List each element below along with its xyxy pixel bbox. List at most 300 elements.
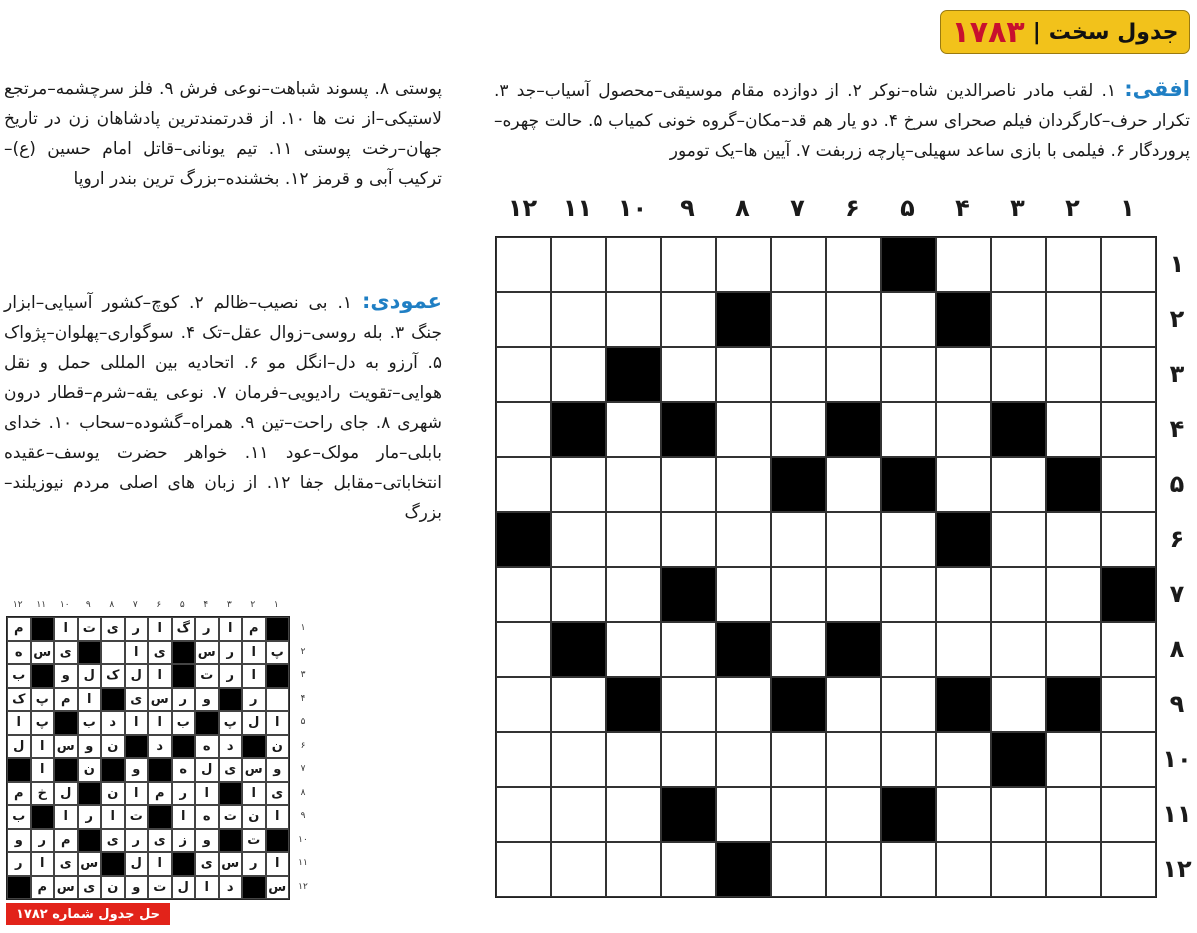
- black-cell: [771, 457, 826, 512]
- grid-cell[interactable]: [496, 732, 551, 787]
- solution-cell: ی: [148, 829, 172, 853]
- solution-row-number: ۱: [300, 623, 306, 633]
- grid-cell[interactable]: [991, 512, 1046, 567]
- grid-cell[interactable]: [881, 512, 936, 567]
- solution-cell: ی: [78, 876, 102, 900]
- grid-cell[interactable]: [551, 567, 606, 622]
- grid-cell[interactable]: [826, 237, 881, 292]
- solution-label: حل جدول شماره ۱۷۸۲: [6, 903, 170, 925]
- grid-cell[interactable]: [606, 237, 661, 292]
- black-cell: [661, 402, 716, 457]
- solution-cell: ل: [54, 782, 78, 806]
- solution-cell: ا: [101, 805, 125, 829]
- solution-cell: ا: [148, 664, 172, 688]
- solution-cell: د: [101, 711, 125, 735]
- grid-cell[interactable]: [936, 237, 991, 292]
- solution-cell: ر: [195, 617, 219, 641]
- solution-cell: ا: [195, 782, 219, 806]
- grid-cell[interactable]: [771, 292, 826, 347]
- column-number: ۱۲: [507, 194, 538, 222]
- solution-cell: س: [31, 641, 55, 665]
- grid-cell[interactable]: [771, 347, 826, 402]
- column-number: ۲: [1065, 194, 1080, 222]
- solution-black-cell: [219, 688, 243, 712]
- grid-cell[interactable]: [496, 402, 551, 457]
- solution-cell: ل: [242, 711, 266, 735]
- black-cell: [881, 457, 936, 512]
- grid-cell[interactable]: [606, 842, 661, 897]
- solution-cell: ل: [125, 664, 149, 688]
- grid-cell[interactable]: [771, 842, 826, 897]
- solution-column-number: ۶: [156, 600, 162, 610]
- grid-cell[interactable]: [826, 567, 881, 622]
- grid-cell[interactable]: [1046, 787, 1101, 842]
- grid-cell[interactable]: [551, 292, 606, 347]
- solution-black-cell: [7, 876, 31, 900]
- solution-cell: ا: [172, 805, 196, 829]
- solution-cell: س: [78, 852, 102, 876]
- solution-cell: ی: [101, 829, 125, 853]
- grid-cell[interactable]: [551, 512, 606, 567]
- grid-cell[interactable]: [1101, 677, 1156, 732]
- grid-cell[interactable]: [496, 842, 551, 897]
- grid-cell[interactable]: [936, 732, 991, 787]
- grid-cell[interactable]: [1101, 787, 1156, 842]
- grid-cell[interactable]: [551, 842, 606, 897]
- black-cell: [936, 677, 991, 732]
- row-number: ۸: [1169, 635, 1185, 663]
- solution-cell: ا: [242, 664, 266, 688]
- solution-cell: م: [7, 617, 31, 641]
- grid-cell[interactable]: [826, 347, 881, 402]
- solution-cell: و: [7, 829, 31, 853]
- solution-cell: ا: [266, 711, 290, 735]
- grid-cell[interactable]: [1101, 237, 1156, 292]
- grid-cell[interactable]: [991, 787, 1046, 842]
- solution-cell: ا: [78, 688, 102, 712]
- grid-cell[interactable]: [936, 457, 991, 512]
- across-clues-text-1: ۱. لقب مادر ناصرالدین شاه–نوکر ۲. از دوازده مقام موسیقی–محصول آسیاب–جد ۳. تکرار حرف–کارگردان فیلم صحرای سرخ ۴. دو یار هم قد–مکان–گروه خونی کمیاب ۵. حالت چهره–پروردگار ۶. فیلمی با بازی ساعد سهیلی–پارچه زربفت ۷. آیین ها–یک تومور: [494, 81, 1191, 161]
- solution-black-cell: [195, 711, 219, 735]
- solution-cell: ا: [31, 758, 55, 782]
- solution-black-cell: [148, 805, 172, 829]
- solution-cell: ر: [125, 617, 149, 641]
- grid-cell[interactable]: [881, 292, 936, 347]
- solution-cell: ر: [242, 852, 266, 876]
- solution-row-number: ۲: [300, 646, 306, 657]
- solution-cell: ه: [195, 805, 219, 829]
- solution-cell: ن: [101, 735, 125, 759]
- solution-black-cell: [172, 852, 196, 876]
- across-heading: افقی:: [1124, 77, 1190, 101]
- row-number: ۱۲: [1162, 855, 1192, 883]
- grid-cell[interactable]: [496, 457, 551, 512]
- black-cell: [496, 512, 551, 567]
- solution-cell: ا: [195, 876, 219, 900]
- solution-cell: ی: [148, 641, 172, 665]
- grid-cell[interactable]: [881, 347, 936, 402]
- across-clues-part1: [494, 74, 1190, 166]
- puzzle-title: جدول سخت: [1048, 19, 1179, 45]
- across-clues-text-2: پوستی ۸. پسوند شباهت–نوعی فرش ۹. فلز سرچشمه–مرتجع لاستیکی–از نت ها ۱۰. از قدرتمندترین پادشاهان زن در تاریخ جهان–رخت پوستی ۱۱. تیم یونانی–قاتل امام حسین (ع)–ترکیب آبی و قرمز ۱۲. بخشنده–بزرگ ترین بندر اروپا: [4, 79, 442, 189]
- grid-cell[interactable]: [716, 787, 771, 842]
- grid-cell[interactable]: [881, 567, 936, 622]
- solution-black-cell: [54, 711, 78, 735]
- solution-black-cell: [78, 641, 102, 665]
- grid-cell[interactable]: [881, 622, 936, 677]
- solution-cell: و: [54, 664, 78, 688]
- grid-cell[interactable]: [991, 347, 1046, 402]
- solution-cell: ه: [7, 641, 31, 665]
- grid-cell[interactable]: [991, 457, 1046, 512]
- grid-cell[interactable]: [716, 237, 771, 292]
- black-cell: [716, 842, 771, 897]
- solution-column-number: ۹: [85, 600, 91, 610]
- solution-cell: ر: [125, 829, 149, 853]
- grid-cell[interactable]: [826, 677, 881, 732]
- solution-black-cell: [78, 829, 102, 853]
- grid-cell[interactable]: [881, 677, 936, 732]
- solution-cell: ن: [242, 805, 266, 829]
- grid-cell[interactable]: [771, 567, 826, 622]
- grid-cell[interactable]: [936, 787, 991, 842]
- solution-cell: ل: [195, 758, 219, 782]
- black-cell: [1046, 457, 1101, 512]
- black-cell: [661, 787, 716, 842]
- solution-cell: پ: [219, 711, 243, 735]
- solution-cell: ک: [101, 664, 125, 688]
- solution-cell: پ: [266, 641, 290, 665]
- grid-cell[interactable]: [1046, 512, 1101, 567]
- solution-cell: ن: [101, 782, 125, 806]
- solution-column-number: ۱۲: [12, 600, 23, 610]
- grid-cell[interactable]: [716, 512, 771, 567]
- black-cell: [606, 677, 661, 732]
- grid-cell[interactable]: [1101, 292, 1156, 347]
- grid-cell[interactable]: [991, 622, 1046, 677]
- solution-column-number: ۱۰: [59, 600, 70, 610]
- grid-cell[interactable]: [661, 622, 716, 677]
- solution-column-number: ۴: [203, 600, 209, 610]
- solution-black-cell: [7, 758, 31, 782]
- black-cell: [551, 402, 606, 457]
- grid-cell[interactable]: [661, 237, 716, 292]
- solution-cell: ی: [219, 758, 243, 782]
- grid-cell[interactable]: [716, 347, 771, 402]
- solution-cell: ا: [31, 735, 55, 759]
- grid-cell[interactable]: [1101, 457, 1156, 512]
- solution-black-cell: [31, 617, 55, 641]
- solution-cell: د: [219, 735, 243, 759]
- grid-cell[interactable]: [496, 787, 551, 842]
- grid-cell[interactable]: [606, 512, 661, 567]
- grid-cell[interactable]: [881, 732, 936, 787]
- solution-cell: ا: [31, 852, 55, 876]
- solution-black-cell: [266, 617, 290, 641]
- solution-cell: ل: [172, 876, 196, 900]
- solution-cell: ی: [266, 782, 290, 806]
- grid-cell[interactable]: [496, 292, 551, 347]
- grid-cell[interactable]: [661, 292, 716, 347]
- grid-cell[interactable]: [826, 292, 881, 347]
- grid-cell[interactable]: [826, 842, 881, 897]
- solution-cell: س: [54, 735, 78, 759]
- solution-cell: ت: [78, 617, 102, 641]
- grid-cell[interactable]: [716, 402, 771, 457]
- solution-row-number: ۷: [300, 764, 306, 774]
- grid-cell[interactable]: [771, 512, 826, 567]
- grid-cell[interactable]: [1101, 732, 1156, 787]
- grid-cell[interactable]: [991, 292, 1046, 347]
- column-number: ۹: [680, 194, 695, 222]
- grid-cell[interactable]: [1046, 567, 1101, 622]
- solution-row-number: ۹: [300, 811, 306, 821]
- solution-cell: ن: [78, 758, 102, 782]
- grid-cell[interactable]: [496, 237, 551, 292]
- solution-cell: د: [148, 735, 172, 759]
- solution-cell: ر: [172, 688, 196, 712]
- black-cell: [881, 787, 936, 842]
- grid-cell[interactable]: [1046, 732, 1101, 787]
- row-number: ۴: [1169, 415, 1185, 443]
- grid-cell[interactable]: [881, 402, 936, 457]
- grid-cell[interactable]: [551, 732, 606, 787]
- grid-cell[interactable]: [661, 347, 716, 402]
- grid-cell[interactable]: [936, 402, 991, 457]
- black-cell: [1046, 677, 1101, 732]
- solution-cell: ا: [242, 782, 266, 806]
- solution-black-cell: [78, 782, 102, 806]
- down-heading: عمودی:: [362, 289, 443, 313]
- grid-cell[interactable]: [1046, 292, 1101, 347]
- grid-cell[interactable]: [936, 567, 991, 622]
- solution-cell: ا: [125, 782, 149, 806]
- solution-cell: ب: [7, 805, 31, 829]
- grid-cell[interactable]: [606, 732, 661, 787]
- grid-cell[interactable]: [551, 457, 606, 512]
- solution-cell: ی: [125, 688, 149, 712]
- grid-cell[interactable]: [826, 512, 881, 567]
- solution-cell: د: [219, 876, 243, 900]
- solution-cell: ا: [125, 711, 149, 735]
- grid-cell[interactable]: [1046, 347, 1101, 402]
- grid-cell[interactable]: [606, 787, 661, 842]
- grid-cell[interactable]: [1046, 622, 1101, 677]
- black-cell: [936, 512, 991, 567]
- crossword-grid[interactable]: [495, 236, 1157, 898]
- grid-cell[interactable]: [991, 567, 1046, 622]
- solution-black-cell: [266, 829, 290, 853]
- solution-column-number: ۸: [109, 600, 115, 610]
- solution-row-number: ۴: [300, 693, 306, 704]
- grid-cell[interactable]: [496, 567, 551, 622]
- solution-cell: س: [195, 641, 219, 665]
- solution-cell: ر: [78, 805, 102, 829]
- black-cell: [1101, 567, 1156, 622]
- grid-cell[interactable]: [606, 567, 661, 622]
- black-cell: [826, 622, 881, 677]
- grid-cell[interactable]: [551, 347, 606, 402]
- grid-cell[interactable]: [661, 842, 716, 897]
- grid-cell[interactable]: [496, 347, 551, 402]
- grid-cell[interactable]: [826, 787, 881, 842]
- black-cell: [826, 402, 881, 457]
- solution-black-cell: [125, 735, 149, 759]
- solution-cell: م: [7, 782, 31, 806]
- solution-cell: ل: [125, 852, 149, 876]
- puzzle-title-badge: [940, 10, 1190, 54]
- grid-cell[interactable]: [881, 842, 936, 897]
- solution-cell: و: [266, 758, 290, 782]
- grid-cell[interactable]: [936, 842, 991, 897]
- solution-cell: س: [148, 688, 172, 712]
- black-cell: [551, 622, 606, 677]
- grid-cell[interactable]: [771, 237, 826, 292]
- grid-cell[interactable]: [1101, 842, 1156, 897]
- grid-cell[interactable]: [1101, 402, 1156, 457]
- solution-black-cell: [54, 758, 78, 782]
- solution-cell: م: [31, 876, 55, 900]
- grid-cell[interactable]: [991, 677, 1046, 732]
- black-cell: [936, 292, 991, 347]
- grid-cell[interactable]: [826, 457, 881, 512]
- black-cell: [606, 347, 661, 402]
- grid-cell[interactable]: [606, 292, 661, 347]
- solution-cell: ن: [101, 876, 125, 900]
- grid-cell[interactable]: [606, 622, 661, 677]
- solution-cell: و: [125, 876, 149, 900]
- grid-cell[interactable]: [661, 457, 716, 512]
- solution-row-number: ۱۱: [298, 858, 308, 868]
- grid-cell[interactable]: [991, 237, 1046, 292]
- grid-cell[interactable]: [771, 732, 826, 787]
- grid-cell[interactable]: [936, 622, 991, 677]
- grid-cell[interactable]: [771, 622, 826, 677]
- grid-cell[interactable]: [716, 732, 771, 787]
- grid-cell[interactable]: [1046, 842, 1101, 897]
- solution-cell: ب: [7, 664, 31, 688]
- solution-cell: م: [54, 829, 78, 853]
- solution-black-cell: [219, 782, 243, 806]
- grid-cell[interactable]: [496, 677, 551, 732]
- solution-black-cell: [31, 805, 55, 829]
- solution-grid: [6, 616, 290, 900]
- solution-cell: پ: [31, 688, 55, 712]
- solution-black-cell: [31, 664, 55, 688]
- solution-row-number: ۱۰: [298, 834, 308, 845]
- black-cell: [716, 622, 771, 677]
- grid-cell[interactable]: [771, 787, 826, 842]
- solution-black-cell: [242, 735, 266, 759]
- solution-row-number: ۳: [300, 670, 306, 680]
- grid-cell[interactable]: [661, 512, 716, 567]
- black-cell: [771, 677, 826, 732]
- solution-cell: ی: [195, 852, 219, 876]
- black-cell: [881, 237, 936, 292]
- solution-cell: ت: [148, 876, 172, 900]
- grid-cell[interactable]: [936, 347, 991, 402]
- solution-column-number: ۵: [179, 600, 185, 610]
- solution-cell: ر: [172, 782, 196, 806]
- solution-cell: س: [242, 758, 266, 782]
- solution-cell: گ: [172, 617, 196, 641]
- grid-cell[interactable]: [661, 732, 716, 787]
- solution-cell: ن: [266, 735, 290, 759]
- grid-cell[interactable]: [716, 567, 771, 622]
- solution-cell: س: [54, 876, 78, 900]
- solution-cell: ا: [242, 641, 266, 665]
- solution-cell: م: [148, 782, 172, 806]
- solution-black-cell: [266, 664, 290, 688]
- solution-cell: ر: [242, 688, 266, 712]
- solution-cell: ه: [172, 758, 196, 782]
- solution-cell: و: [125, 758, 149, 782]
- black-cell: [991, 402, 1046, 457]
- grid-cell[interactable]: [606, 402, 661, 457]
- grid-cell[interactable]: [496, 622, 551, 677]
- grid-cell[interactable]: [1046, 402, 1101, 457]
- solution-column-number: ۲: [250, 600, 256, 610]
- grid-cell[interactable]: [1046, 237, 1101, 292]
- solution-cell: ر: [31, 829, 55, 853]
- row-number: ۶: [1169, 525, 1185, 553]
- grid-cell[interactable]: [826, 732, 881, 787]
- grid-cell[interactable]: [1101, 622, 1156, 677]
- column-number: ۷: [790, 194, 805, 222]
- solution-black-cell: [148, 758, 172, 782]
- column-number: ۵: [900, 194, 915, 222]
- grid-cell[interactable]: [991, 842, 1046, 897]
- solution-cell: [101, 641, 125, 665]
- solution-cell: و: [195, 688, 219, 712]
- solution-cell: ی: [54, 852, 78, 876]
- solution-cell: ت: [195, 664, 219, 688]
- row-number: ۱: [1169, 250, 1185, 278]
- solution-row-number: ۸: [300, 787, 306, 798]
- solution-cell: و: [78, 735, 102, 759]
- column-number: ۶: [845, 194, 860, 222]
- grid-cell[interactable]: [551, 787, 606, 842]
- solution-cell: ت: [242, 829, 266, 853]
- solution-black-cell: [172, 664, 196, 688]
- grid-cell[interactable]: [771, 402, 826, 457]
- row-number: ۱۱: [1162, 800, 1192, 828]
- solution-cell: [266, 688, 290, 712]
- grid-cell[interactable]: [716, 457, 771, 512]
- grid-cell[interactable]: [551, 237, 606, 292]
- grid-cell[interactable]: [1101, 347, 1156, 402]
- solution-cell: ل: [78, 664, 102, 688]
- solution-cell: ا: [219, 617, 243, 641]
- solution-cell: م: [242, 617, 266, 641]
- solution-cell: ل: [7, 735, 31, 759]
- grid-cell[interactable]: [661, 677, 716, 732]
- grid-cell[interactable]: [551, 677, 606, 732]
- row-number: ۱۰: [1162, 745, 1192, 773]
- solution-cell: پ: [31, 711, 55, 735]
- solution-black-cell: [101, 758, 125, 782]
- row-number: ۵: [1169, 470, 1185, 498]
- solution-cell: و: [195, 829, 219, 853]
- column-number: ۳: [1010, 194, 1025, 222]
- solution-black-cell: [172, 641, 196, 665]
- grid-cell[interactable]: [1101, 512, 1156, 567]
- black-cell: [991, 732, 1046, 787]
- solution-cell: ت: [219, 805, 243, 829]
- grid-cell[interactable]: [606, 457, 661, 512]
- solution-cell: ه: [195, 735, 219, 759]
- grid-cell[interactable]: [716, 677, 771, 732]
